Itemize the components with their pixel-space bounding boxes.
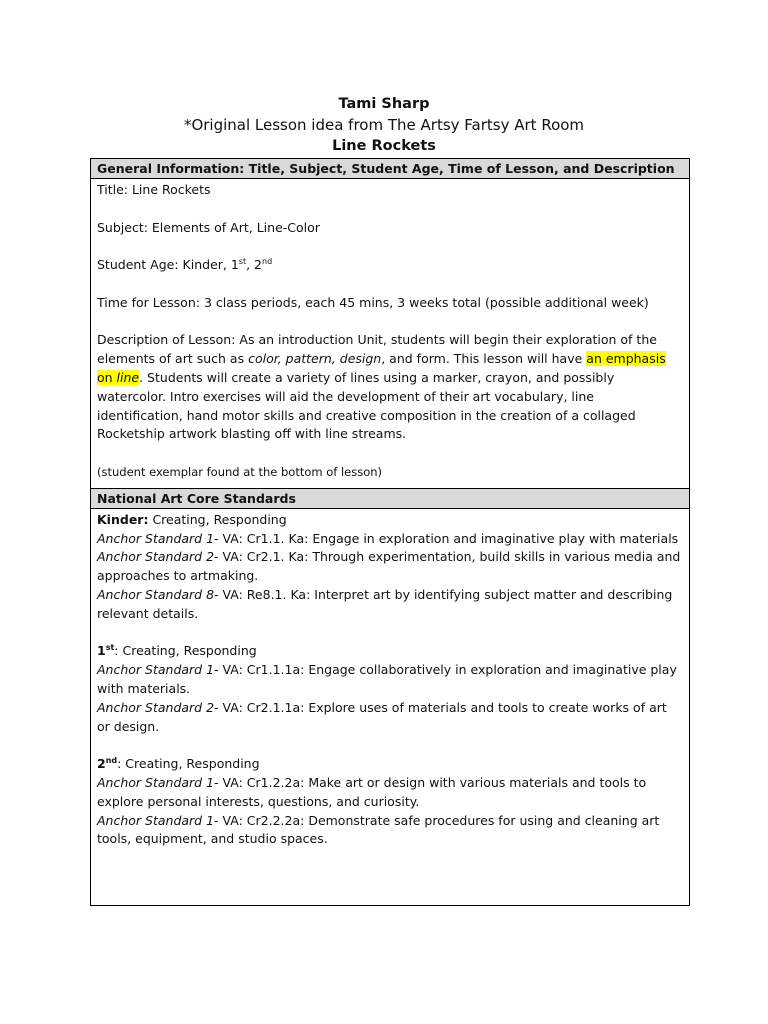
- standards-cell: [91, 508, 690, 905]
- kinder-rest: Creating, Responding: [148, 511, 287, 527]
- lesson-credit: *Original Lesson idea from The Artsy Fartsy Art Room: [183, 116, 585, 134]
- standard-text: - VA: Re8.1. Ka: Interpret art by identifying subject matter and describing relevant details.: [97, 586, 673, 621]
- lesson-title: Line Rockets: [332, 138, 436, 154]
- time-line: Time for Lesson: 3 class periods, each 45 mins, 3 weeks total (possible additional week): [97, 294, 649, 310]
- anchor-label: Anchor Standard 1: [97, 774, 215, 790]
- title-line: Title: Line Rockets: [97, 182, 211, 197]
- subject-line: Subject: Elements of Art, Line-Color: [97, 219, 320, 235]
- standard-text: - VA: Cr2.2.2a: Demonstrate safe procedures for using and cleaning art tools, equipment, and studio spaces.: [97, 812, 660, 847]
- description-elements: color, pattern, design: [248, 351, 382, 367]
- first-grade-standard: [97, 661, 683, 699]
- age-ordinal-2: nd: [262, 257, 273, 267]
- standard-text: - VA: Cr2.1. Ka: Through experimentation, build skills in various media and approaches to artmaking.: [97, 549, 681, 584]
- first-grade-standard: [97, 699, 683, 737]
- author-name: Tami Sharp: [338, 96, 430, 112]
- standard-text: - VA: Cr2.1.1a: Explore uses of materials and tools to create works of art or design.: [97, 699, 667, 734]
- age-ordinal-1: st: [238, 257, 247, 267]
- first-grade-num: 1: [97, 643, 106, 659]
- anchor-label: Anchor Standard 2: [97, 699, 215, 715]
- standard-text: - VA: Cr1.2.2a: Make art or design with various materials and tools to explore personal interests, questions, and curiosity.: [97, 774, 647, 809]
- anchor-label: Anchor Standard 1: [97, 530, 215, 546]
- first-grade-heading: [97, 642, 683, 661]
- age-mid: , 2: [246, 257, 263, 273]
- second-grade-standard: [97, 774, 683, 812]
- second-grade-rest: : Creating, Responding: [117, 756, 260, 772]
- description-paragraph: [97, 331, 683, 444]
- exemplar-note: (student exemplar found at the bottom of lesson): [97, 464, 383, 479]
- second-grade-ordinal: nd: [105, 755, 118, 765]
- lesson-plan-table: [90, 158, 690, 906]
- general-info-cell: [91, 179, 690, 489]
- anchor-label: Anchor Standard 1: [97, 812, 215, 828]
- standards-heading: National Art Core Standards: [91, 488, 690, 508]
- kinder-standard: [97, 530, 683, 549]
- kinder-standard: [97, 586, 683, 624]
- description-part-1: Description of Lesson: As an introduction Unit, students will begin their exploration of the elements of art such as: [97, 332, 657, 367]
- description-part-3: . Students will create a variety of lines using a marker, crayon, and possibly watercolor. Intro exercises will aid the development of their art vocabulary, line identification, hand motor skills and creative composition in the creation of a collaged Rocketship artwork blasting off with line streams.: [97, 369, 636, 442]
- standard-text: - VA: Cr1.1. Ka: Engage in exploration and imaginative play with materials: [214, 530, 679, 546]
- first-grade-rest: : Creating, Responding: [114, 643, 257, 659]
- student-age-line: [97, 256, 683, 275]
- standard-text: - VA: Cr1.1.1a: Engage collaboratively in exploration and imaginative play with materials.: [97, 662, 677, 696]
- second-grade-heading: [97, 755, 683, 774]
- document-header: [0, 94, 768, 157]
- second-grade-num: 2: [97, 756, 106, 772]
- anchor-label: Anchor Standard 2: [97, 549, 215, 565]
- anchor-label: Anchor Standard 1: [97, 662, 215, 678]
- description-part-2: , and form. This lesson will have: [381, 351, 587, 367]
- kinder-heading: [97, 511, 683, 530]
- second-grade-standard: [97, 812, 683, 850]
- first-grade-ordinal: st: [105, 643, 115, 653]
- age-prefix: Student Age: Kinder, 1: [97, 257, 239, 273]
- highlight-emphasis: an emphasis on: [97, 351, 666, 385]
- general-info-heading: General Information: Title, Subject, Student Age, Time of Lesson, and Description: [91, 159, 690, 179]
- anchor-label: Anchor Standard 8: [97, 586, 215, 602]
- kinder-standard: [97, 548, 683, 586]
- kinder-label: Kinder:: [97, 511, 149, 527]
- highlight-line: line: [116, 369, 140, 385]
